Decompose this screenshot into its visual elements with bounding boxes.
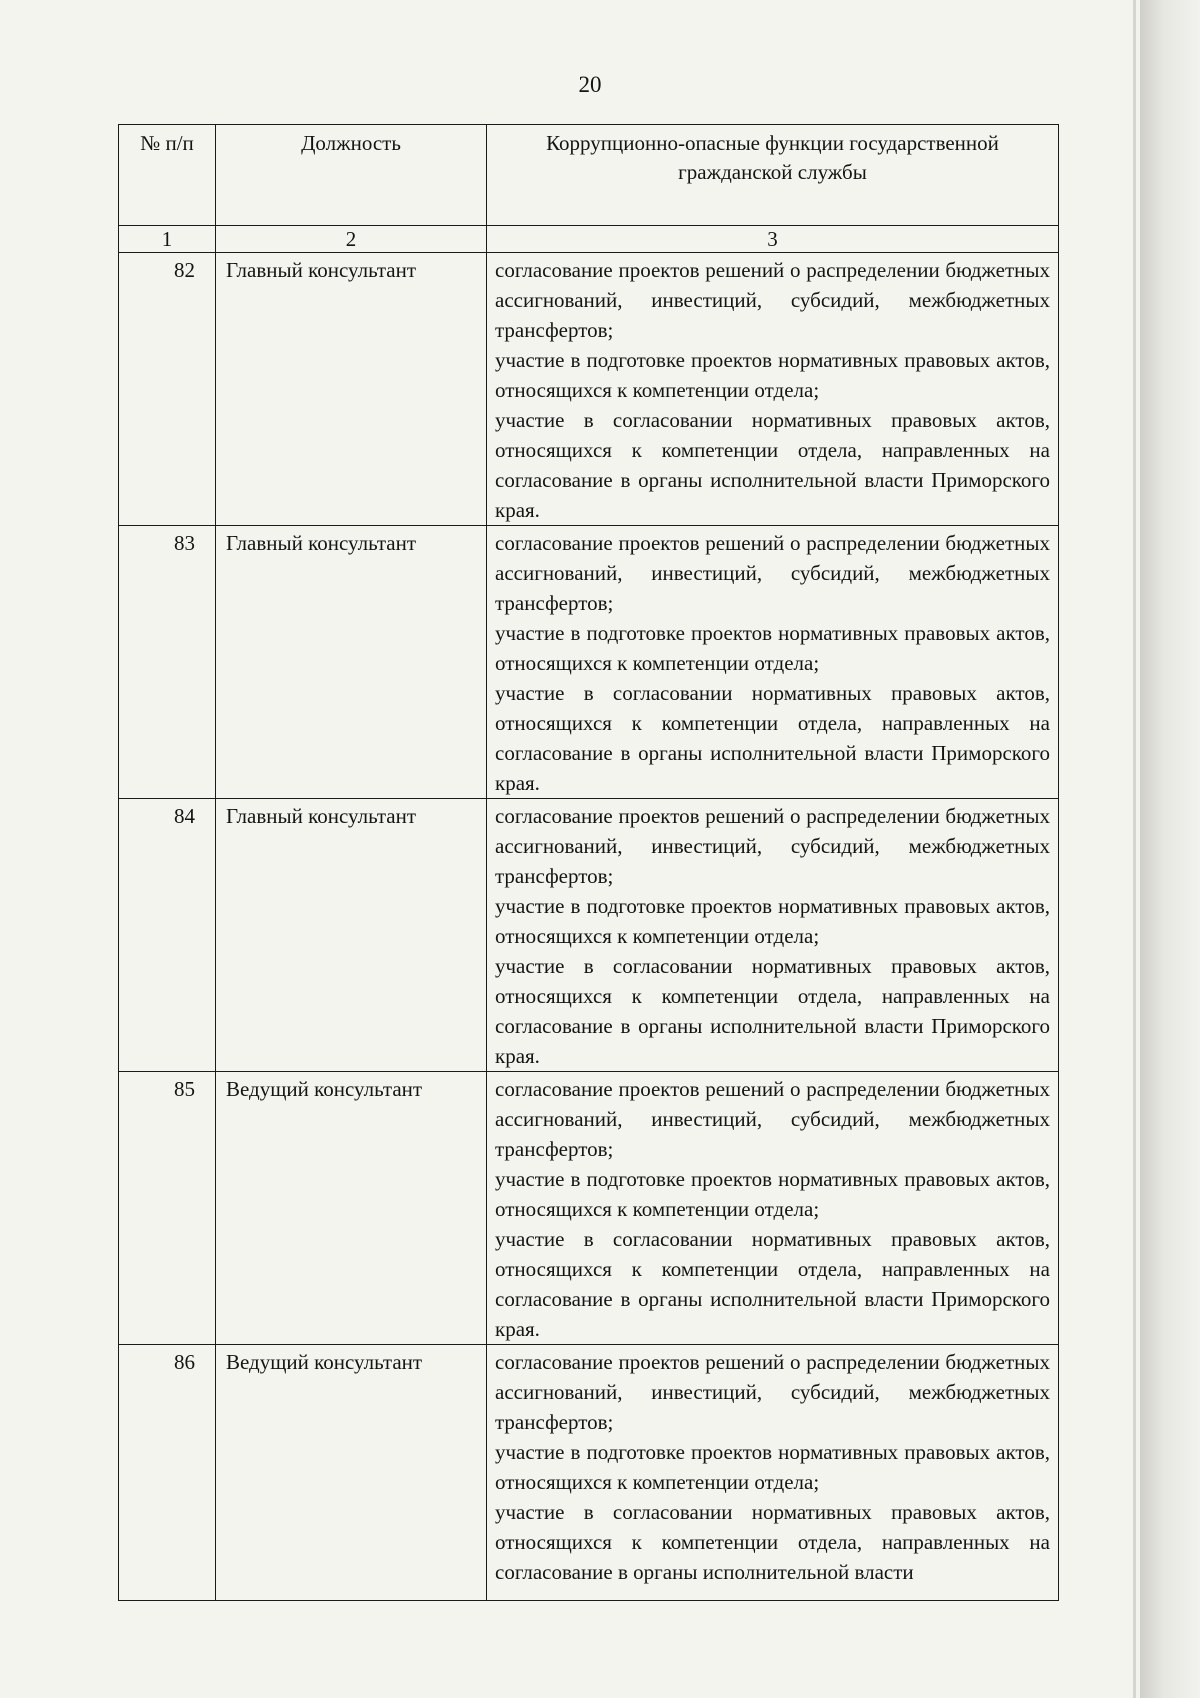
- row-position: Главный консультант: [216, 526, 487, 799]
- function-item: согласование проектов решений о распределении бюджетных ассигнований, инвестиций, субсидий, межбюджетных трансфертов;: [495, 1350, 1050, 1434]
- row-functions: [487, 1072, 1059, 1345]
- column-number-3: 3: [487, 226, 1059, 253]
- header-number: № п/п: [119, 125, 216, 226]
- row-number: 83: [119, 526, 216, 799]
- function-item: участие в подготовке проектов нормативных правовых актов, относящихся к компетенции отдела;: [495, 621, 1050, 675]
- row-position: Главный консультант: [216, 799, 487, 1072]
- function-item: согласование проектов решений о распределении бюджетных ассигнований, инвестиций, субсидий, межбюджетных трансфертов;: [495, 258, 1050, 342]
- function-item: согласование проектов решений о распределении бюджетных ассигнований, инвестиций, субсидий, межбюджетных трансфертов;: [495, 1077, 1050, 1161]
- table-row: [119, 799, 1059, 1072]
- table-row: [119, 1345, 1059, 1601]
- scan-edge-shadow: [1133, 0, 1136, 1698]
- row-position: Ведущий консультант: [216, 1345, 487, 1601]
- row-functions: [487, 1345, 1059, 1601]
- function-item: участие в согласовании нормативных правовых актов, относящихся к компетенции отдела, направленных на согласование в органы исполнительной власти Приморского края.: [495, 954, 1050, 1068]
- function-item: участие в подготовке проектов нормативных правовых актов, относящихся к компетенции отдела;: [495, 894, 1050, 948]
- column-number-2: 2: [216, 226, 487, 253]
- row-functions: [487, 526, 1059, 799]
- function-item: участие в согласовании нормативных правовых актов, относящихся к компетенции отдела, направленных на согласование в органы исполнительной власти Приморского края.: [495, 681, 1050, 795]
- function-item: участие в подготовке проектов нормативных правовых актов, относящихся к компетенции отдела;: [495, 1167, 1050, 1221]
- function-item: участие в согласовании нормативных правовых актов, относящихся к компетенции отдела, направленных на согласование в органы исполнительной власти: [495, 1500, 1050, 1584]
- function-item: участие в согласовании нормативных правовых актов, относящихся к компетенции отдела, направленных на согласование в органы исполнительной власти Приморского края.: [495, 408, 1050, 522]
- header-position: Должность: [216, 125, 487, 226]
- row-number: 85: [119, 1072, 216, 1345]
- row-number: 82: [119, 253, 216, 526]
- column-number-1: 1: [119, 226, 216, 253]
- scan-margin: [1140, 0, 1200, 1698]
- table-row: [119, 253, 1059, 526]
- column-number-row: [119, 226, 1059, 253]
- row-number: 86: [119, 1345, 216, 1601]
- row-position: Ведущий консультант: [216, 1072, 487, 1345]
- function-item: согласование проектов решений о распределении бюджетных ассигнований, инвестиций, субсидий, межбюджетных трансфертов;: [495, 531, 1050, 615]
- row-functions: [487, 799, 1059, 1072]
- table-row: [119, 1072, 1059, 1345]
- row-functions: [487, 253, 1059, 526]
- function-item: участие в подготовке проектов нормативных правовых актов, относящихся к компетенции отдела;: [495, 348, 1050, 402]
- function-item: участие в подготовке проектов нормативных правовых актов, относящихся к компетенции отдела;: [495, 1440, 1050, 1494]
- table-row: [119, 526, 1059, 799]
- function-item: согласование проектов решений о распределении бюджетных ассигнований, инвестиций, субсидий, межбюджетных трансфертов;: [495, 804, 1050, 888]
- header-functions: Коррупционно-опасные функции государственной гражданской службы: [487, 125, 1059, 226]
- table-header-row: [119, 125, 1059, 226]
- row-number: 84: [119, 799, 216, 1072]
- corruption-functions-table: [118, 124, 1059, 1601]
- page-number: 20: [578, 72, 602, 97]
- row-position: Главный консультант: [216, 253, 487, 526]
- function-item: участие в согласовании нормативных правовых актов, относящихся к компетенции отдела, направленных на согласование в органы исполнительной власти Приморского края.: [495, 1227, 1050, 1341]
